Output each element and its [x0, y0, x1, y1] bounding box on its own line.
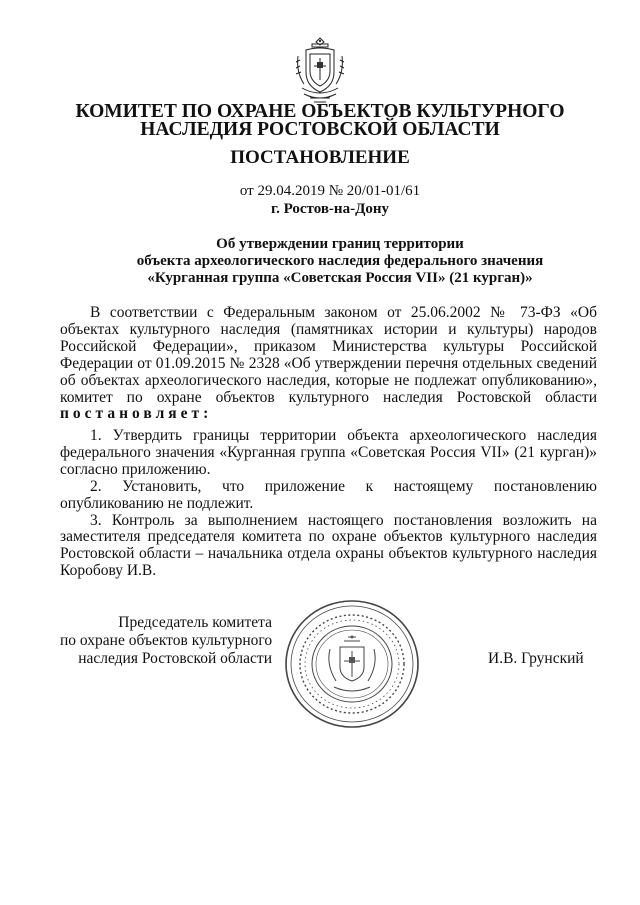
document-date-number: от 29.04.2019 № 20/01-01/61	[239, 183, 421, 199]
document-type: ПОСТАНОВЛЕНИЕ	[230, 147, 410, 168]
official-round-seal-icon	[282, 597, 422, 731]
signatory-position-line1: Председатель комитета	[118, 614, 272, 631]
resolution-item-3: 3. Контроль за выполнением настоящего постановления возложить на заместителя председателя комитета по охране объектов культурного наследия Ростовской области – начальника отдела охраны объектов культурного наследия Коробову И.В.	[60, 511, 597, 580]
subject-line1: Об утверждении границ территории	[216, 236, 464, 252]
resolution-item-2: 2. Установить, что приложение к настоящему постановлению опубликованию не подлежит.	[60, 477, 597, 512]
preamble-text: В соответствии с Федеральным законом от 25.06.2002 № 73-ФЗ «Об объектах культурного наследия (памятниках истории и культуры) народов Российской Федерации», приказом Министерства культуры Российской Федерации от 01.09.2015 № 2328 «Об утверждении перечня отдельных сведений об объектах археологического наследия, которые не подлежат опубликованию», комитет по охране объектов культурного наследия Ростовской области	[60, 304, 597, 406]
preamble-paragraph	[60, 305, 597, 423]
signatory-position	[60, 614, 272, 668]
committee-name-line1: КОМИТЕТ ПО ОХРАНЕ ОБЪЕКТОВ КУЛЬТУРНОГО	[75, 101, 565, 122]
signatory-position-line3: наследия Ростовской области	[78, 650, 272, 667]
signatory-position-line2: по охране объектов культурного	[60, 632, 273, 649]
coat-of-arms-icon	[292, 36, 348, 106]
signatory-name: И.В. Грунский	[488, 650, 584, 667]
resolution-item-1: 1. Утвердить границы территории объекта археологического наследия федерального значения «Курганная группа «Советская Россия VII» (21 курган)» согласно приложению.	[60, 427, 597, 478]
resolves-word: постановляет:	[60, 405, 213, 423]
subject-line2: объекта археологического наследия федерального значения	[136, 253, 544, 269]
resolution-items	[60, 428, 597, 580]
subject-line3: «Курганная группа «Советская Россия VII» (21 курган)»	[147, 270, 533, 286]
committee-name-line2: НАСЛЕДИЯ РОСТОВСКОЙ ОБЛАСТИ	[140, 119, 500, 140]
document-city: г. Ростов-на-Дону	[270, 201, 390, 217]
